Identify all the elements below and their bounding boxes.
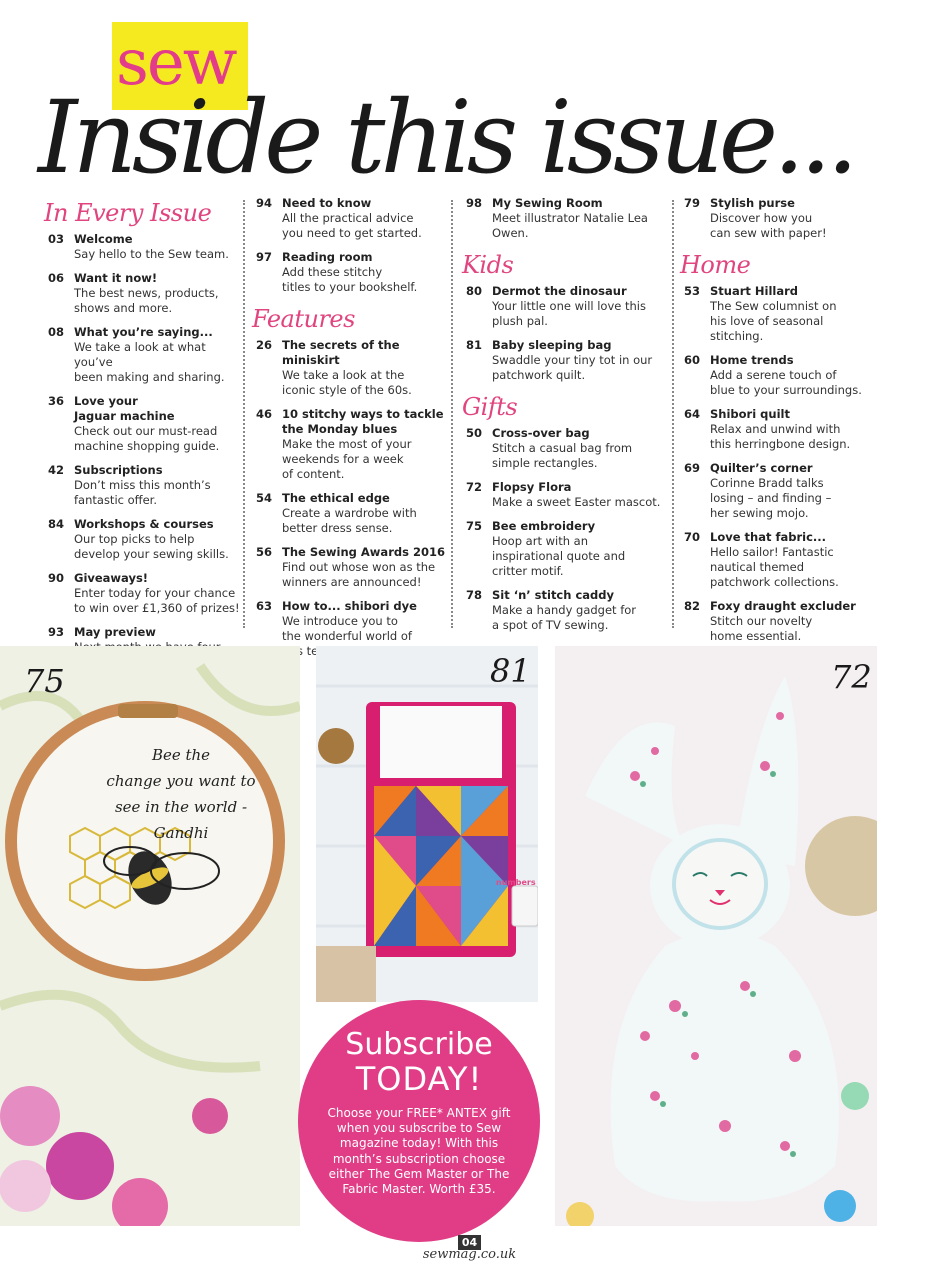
entry-header	[684, 284, 874, 299]
contents-entry[interactable]	[684, 599, 874, 644]
column-divider	[243, 200, 245, 628]
section-heading: In Every Issue	[44, 199, 212, 227]
entry-title: Foxy draught excluder	[710, 599, 856, 613]
page-number-label: 75	[24, 662, 65, 700]
entry-page-number: 93	[48, 625, 65, 639]
entry-header	[256, 407, 446, 437]
entry-header	[48, 394, 240, 424]
contents-entry[interactable]	[466, 284, 670, 329]
entry-page-number: 03	[48, 232, 65, 246]
entry-page-number: 50	[466, 426, 483, 440]
contents-entry[interactable]	[466, 196, 670, 241]
bunny-photo	[555, 646, 877, 1226]
sew-logo: sew	[116, 26, 236, 100]
entry-page-number: 08	[48, 325, 65, 339]
section-heading: Gifts	[462, 393, 518, 421]
entry-description: All the practical advice you need to get started.	[282, 211, 422, 240]
entry-page-number: 72	[466, 480, 483, 494]
section-heading: Kids	[462, 251, 514, 279]
contents-entry[interactable]	[48, 232, 240, 262]
entry-page-number: 64	[684, 407, 701, 421]
entry-title: Stuart Hillard	[710, 284, 799, 298]
section-heading: Features	[252, 305, 355, 333]
entry-title: Subscriptions	[74, 463, 163, 477]
entry-header	[466, 588, 670, 603]
subscribe-promo[interactable]	[298, 1000, 540, 1242]
entry-header	[466, 338, 670, 353]
contents-entry[interactable]	[48, 271, 240, 316]
contents-entry[interactable]	[256, 250, 446, 295]
numbers-tag: numbers	[496, 878, 536, 887]
contents-entry[interactable]	[48, 517, 240, 562]
entry-header	[256, 338, 446, 368]
entry-page-number: 78	[466, 588, 483, 602]
entry-header	[684, 353, 874, 368]
entry-title: Love that fabric...	[710, 530, 827, 544]
entry-description: Create a wardrobe with better dress sense.	[282, 506, 417, 535]
entry-title: My Sewing Room	[492, 196, 603, 210]
entry-header	[466, 426, 670, 441]
entry-title: May preview	[74, 625, 156, 639]
sleeping-bag-illustration	[316, 646, 538, 1002]
entry-title: Welcome	[74, 232, 133, 246]
contents-column-2	[252, 196, 446, 668]
bunny-illustration	[555, 646, 877, 1226]
entry-description: Corinne Bradd talks losing – and finding – her sewing mojo.	[710, 476, 832, 520]
entry-description: Stitch our novelty home essential.	[710, 614, 813, 643]
contents-entry[interactable]	[684, 284, 874, 344]
entry-page-number: 84	[48, 517, 65, 531]
entry-title: How to... shibori dye	[282, 599, 417, 613]
entry-description: We introduce you to the wonderful world of	[282, 614, 412, 643]
entry-header	[48, 625, 240, 640]
entry-header	[48, 325, 240, 340]
contents-entry[interactable]	[256, 491, 446, 536]
entry-description: Add these stitchy titles to your bookshelf.	[282, 265, 418, 294]
entry-header	[256, 491, 446, 506]
entry-description: Add a serene touch of blue to your surroundings.	[710, 368, 862, 397]
entry-title: Want it now!	[74, 271, 158, 285]
entry-page-number: 70	[684, 530, 701, 544]
contents-entry[interactable]	[48, 325, 240, 385]
entry-header	[684, 196, 874, 211]
page-title: Inside this issue...	[38, 79, 854, 196]
column-divider	[672, 200, 674, 628]
contents-entry[interactable]	[48, 463, 240, 508]
entry-description: Hoop art with an inspirational quote and critter motif.	[492, 534, 626, 578]
entry-page-number: 75	[466, 519, 483, 533]
footer-page-number: 04	[458, 1235, 481, 1250]
entry-description: Discover how you can sew with paper!	[710, 211, 827, 240]
entry-title: What you’re saying...	[74, 325, 213, 339]
entry-page-number: 06	[48, 271, 65, 285]
entry-header	[48, 571, 240, 586]
entry-description: Don’t miss this month’s fantastic offer.	[74, 478, 211, 507]
subscribe-heading: Subscribe	[345, 1027, 493, 1062]
entry-description: We take a look at what you’ve been making and sharing.	[74, 340, 225, 384]
entry-description: The Sew columnist on his love of seasonal stitching.	[710, 299, 837, 343]
entry-page-number: 79	[684, 196, 701, 210]
entry-description: Check out our must-read machine shopping guide.	[74, 424, 220, 453]
entry-header	[466, 480, 670, 495]
entry-page-number: 42	[48, 463, 65, 477]
entry-page-number: 63	[256, 599, 273, 613]
contents-entry[interactable]	[684, 461, 874, 521]
entry-header	[466, 196, 670, 211]
entry-title: Baby sleeping bag	[492, 338, 612, 352]
entry-description: Make a sweet Easter mascot.	[492, 495, 661, 509]
entry-header	[48, 463, 240, 478]
subscribe-subheading: TODAY!	[355, 1060, 483, 1098]
entry-description: Hello sailor! Fantastic nautical themed patchwork collections.	[710, 545, 839, 589]
entry-header	[48, 517, 240, 532]
entry-title: The secrets of the miniskirt	[282, 338, 400, 367]
entry-title: Sit ‘n’ stitch caddy	[492, 588, 614, 602]
entry-page-number: 56	[256, 545, 273, 559]
contents-entry[interactable]	[48, 394, 240, 454]
contents-entry[interactable]	[466, 480, 670, 510]
entry-page-number: 54	[256, 491, 273, 505]
entry-page-number: 80	[466, 284, 483, 298]
entry-description: Relax and unwind with this herringbone design.	[710, 422, 851, 451]
entry-page-number: 81	[466, 338, 483, 352]
bee-embroidery-photo	[0, 646, 300, 1226]
entry-header	[466, 519, 670, 534]
contents-column-1	[44, 196, 240, 694]
entry-description: The best news, products, shows and more.	[74, 286, 219, 315]
entry-title: Cross-over bag	[492, 426, 590, 440]
entry-header	[48, 232, 240, 247]
contents-entry[interactable]	[684, 196, 874, 241]
entry-title: Quilter’s corner	[710, 461, 813, 475]
entry-page-number: 26	[256, 338, 273, 352]
entry-description: Say hello to the Sew team.	[74, 247, 229, 261]
sleeping-bag-photo	[316, 646, 538, 1002]
entry-description: Our top picks to help develop your sewing skills.	[74, 532, 229, 561]
contents-entry[interactable]	[48, 571, 240, 616]
entry-title: Reading room	[282, 250, 373, 264]
contents-column-4	[680, 196, 874, 653]
contents-entry[interactable]	[466, 588, 670, 633]
entry-title: The Sewing Awards 2016	[282, 545, 445, 559]
entry-page-number: 69	[684, 461, 701, 475]
entry-title: Workshops & courses	[74, 517, 214, 531]
entry-title: The ethical edge	[282, 491, 390, 505]
contents-entry[interactable]	[256, 545, 446, 590]
entry-title: Need to know	[282, 196, 372, 210]
entry-page-number: 36	[48, 394, 65, 408]
contents-entry[interactable]	[256, 196, 446, 241]
embroidery-quote: Bee the change you want to see in the world -Gandhi	[106, 746, 256, 842]
contents-entry[interactable]	[256, 338, 446, 398]
contents-entry[interactable]	[466, 426, 670, 471]
entry-description: Meet illustrator Natalie Lea Owen.	[492, 211, 648, 240]
entry-page-number: 90	[48, 571, 65, 585]
contents-column-3	[462, 196, 670, 642]
entry-description: Stitch a casual bag from simple rectangles.	[492, 441, 633, 470]
entry-header	[256, 250, 446, 265]
section-heading: Home	[680, 251, 751, 279]
contents-entry[interactable]	[684, 530, 874, 590]
bee-hoop-illustration	[0, 646, 300, 1226]
entry-header	[466, 284, 670, 299]
footer-website[interactable]: sewmag.co.uk	[422, 1247, 517, 1262]
entry-title: 10 stitchy ways to tackle the Monday blues	[282, 407, 444, 436]
entry-description: Find out whose won as the winners are announced!	[282, 560, 436, 589]
entry-title: Dermot the dinosaur	[492, 284, 627, 298]
contents-entry[interactable]	[684, 407, 874, 452]
entry-header	[256, 599, 446, 614]
entry-description: Make the most of your weekends for a week of content.	[282, 437, 412, 481]
entry-page-number: 60	[684, 353, 701, 367]
contents-entry[interactable]	[256, 407, 446, 482]
entry-header	[48, 271, 240, 286]
entry-header	[684, 407, 874, 422]
entry-header	[256, 545, 446, 560]
entry-description: Your little one will love this plush pal.	[492, 299, 646, 328]
entry-page-number: 94	[256, 196, 273, 210]
entry-description: Make a handy gadget for a spot of TV sewing.	[492, 603, 637, 632]
entry-header	[684, 599, 874, 614]
entry-description: Swaddle your tiny tot in our patchwork quilt.	[492, 353, 653, 382]
entry-description: We take a look at the iconic style of the 60s.	[282, 368, 412, 397]
entry-page-number: 98	[466, 196, 483, 210]
entry-title: Love your Jaguar machine	[74, 394, 175, 423]
page-number-label: 81	[490, 652, 531, 690]
subscribe-offer-text: Choose your FREE* ANTEX gift when you subscribe to Sew magazine today! With this month’s subscription choose either The Gem Master or The Fabric Master. Worth £35.	[327, 1106, 511, 1197]
entry-description: Enter today for your chance to win over £1,360 of prizes!	[74, 586, 240, 615]
entry-header	[684, 530, 874, 545]
entry-title: Shibori quilt	[710, 407, 790, 421]
entry-header	[684, 461, 874, 476]
entry-page-number: 46	[256, 407, 273, 421]
page-number-label: 72	[831, 658, 872, 696]
entry-page-number: 53	[684, 284, 701, 298]
entry-header	[256, 196, 446, 211]
entry-page-number: 97	[256, 250, 273, 264]
entry-page-number: 82	[684, 599, 701, 613]
entry-title: Giveaways!	[74, 571, 149, 585]
column-divider	[451, 200, 453, 628]
contents-entry[interactable]	[466, 338, 670, 383]
contents-entry[interactable]	[684, 353, 874, 398]
contents-entry[interactable]	[466, 519, 670, 579]
entry-title: Flopsy Flora	[492, 480, 572, 494]
entry-title: Bee embroidery	[492, 519, 596, 533]
entry-title: Stylish purse	[710, 196, 795, 210]
entry-title: Home trends	[710, 353, 794, 367]
